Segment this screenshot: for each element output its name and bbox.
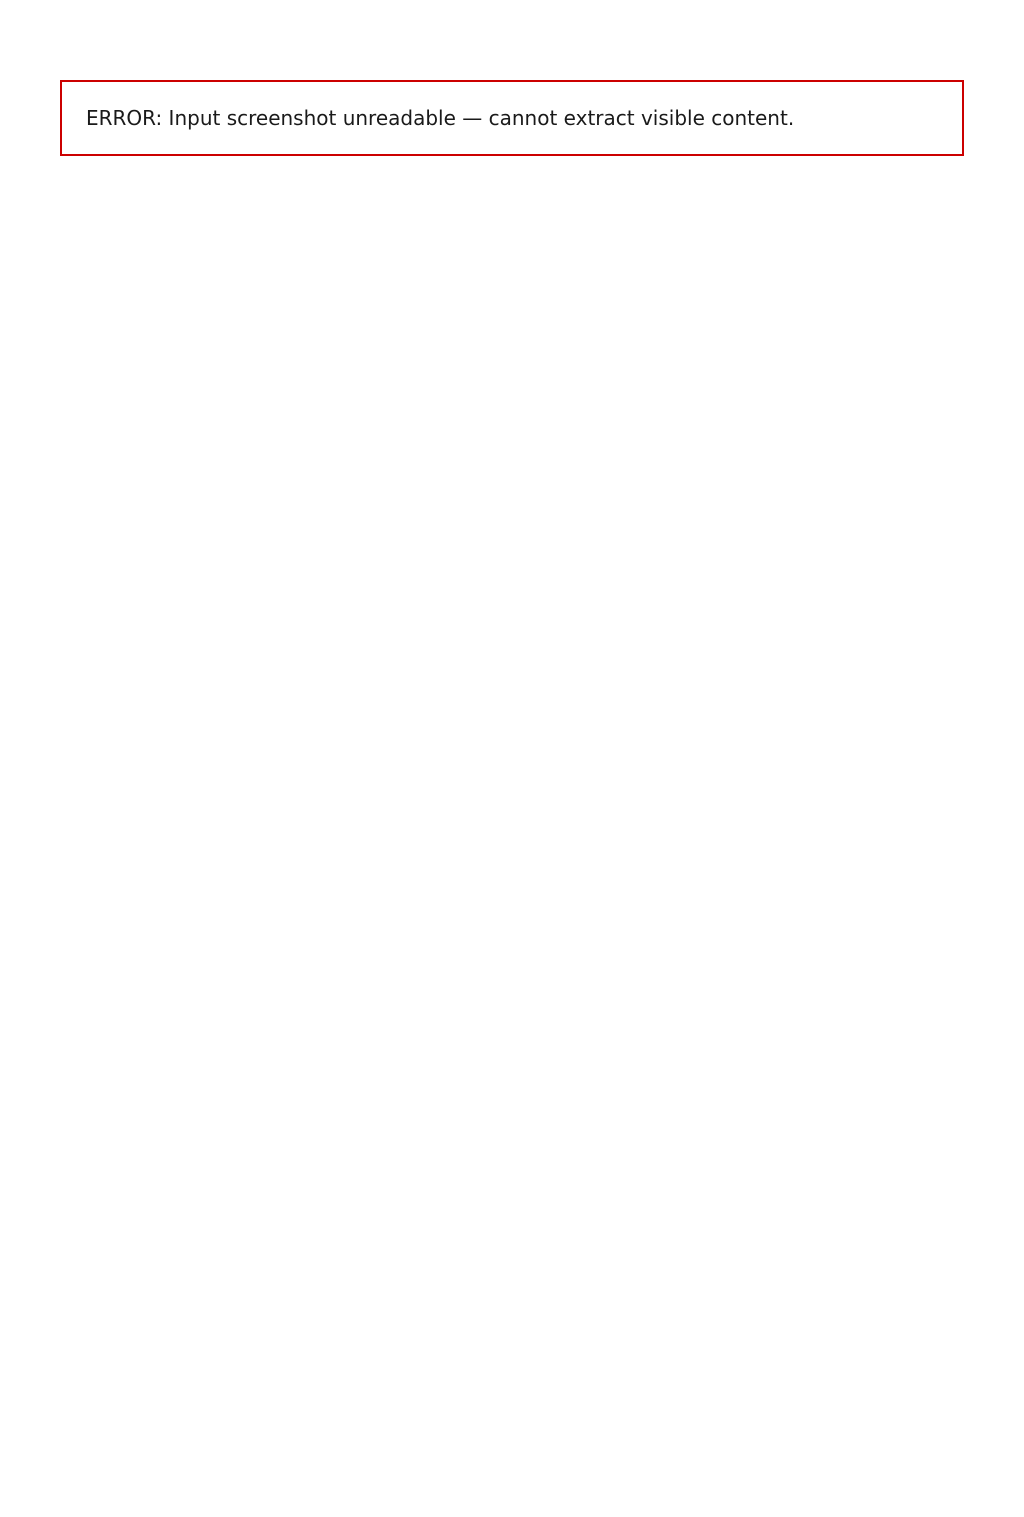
error-message: ERROR: Input screenshot unreadable — cannot extract visible content.: [60, 80, 964, 156]
